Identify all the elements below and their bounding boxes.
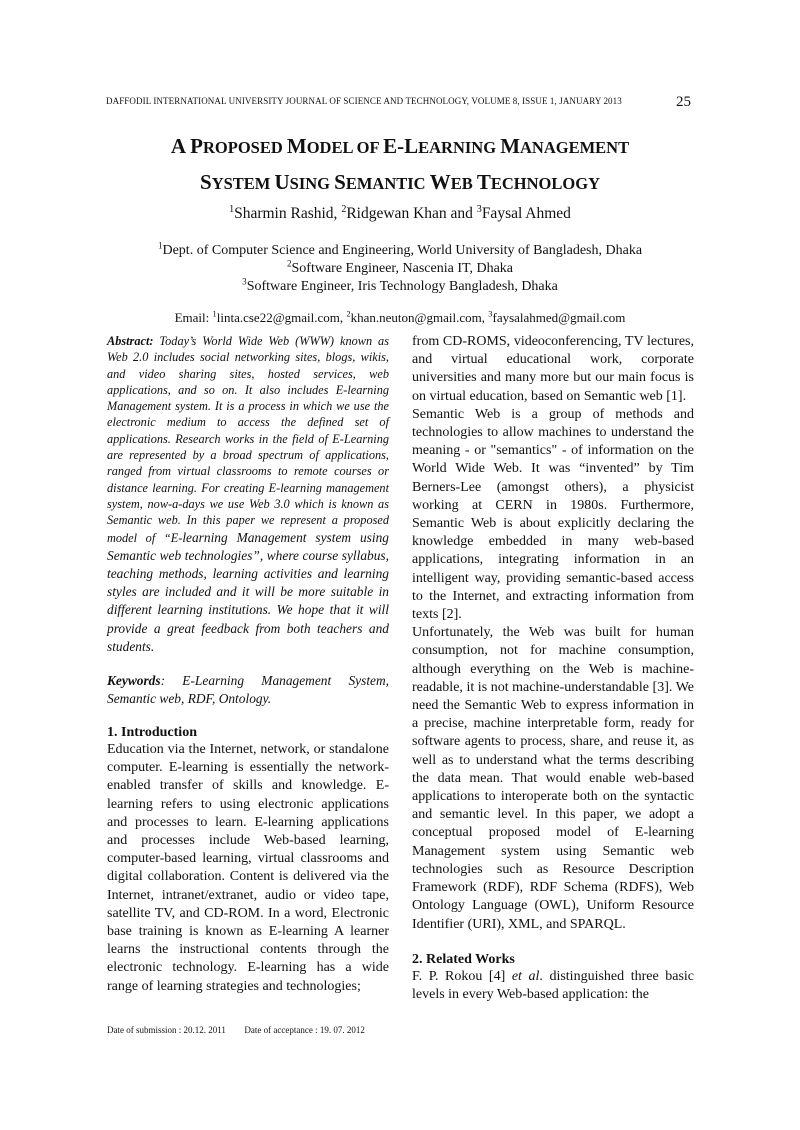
email-2: khan.neuton@gmail.com, [350, 310, 489, 325]
related-works-text [412, 968, 694, 1004]
affiliation-2-text: Software Engineer, Nascenia IT, Dhaka [291, 261, 514, 276]
title-line1-segment: M [500, 134, 521, 158]
title-line2-segment: SING [289, 174, 335, 193]
title-line2-segment: S [200, 170, 212, 194]
footer-dates [107, 1025, 365, 1035]
introduction-heading: 1. Introduction [107, 724, 197, 740]
affiliation-3-text: Software Engineer, Iris Technology Bangladesh, Dhaka [246, 279, 558, 294]
title-line-2 [0, 168, 800, 204]
author-2-sup: 2 [341, 203, 347, 215]
author-list [0, 205, 800, 223]
related-works-heading: 2. Related Works [412, 951, 515, 967]
title-line2-segment: S [334, 170, 346, 194]
author-1-sup: 1 [229, 203, 235, 215]
title-line1-segment: EARNING [418, 138, 501, 157]
title-line1-segment: ANAGEMENT [520, 138, 630, 157]
affiliation-3 [0, 278, 800, 296]
related-works-pre: F. P. Rokou [4] [412, 968, 512, 984]
right-paragraph-3: Unfortunately, the Web was built for human consumption, not for machine consumption, although everything on the Web is machine-readable, it is not machine-understandable [3]. We need the Semantic Web to express information in a precise, machine interpretable form, ready for software agents to process, share, and reuse it, as well as to understand what the terms describing the data mean. That would enable web-based applications to interoperate both on the syntactic and semantic level. In this paper, we adopt a conceptual proposed model of E-learning Management system using Semantic web technologies such as Resource Description Framework (RDF), RDF Schema (RDFS), Web Ontology Language (OWL), Uniform Resource Identifier (URI), XML, and SPARQL. [412, 625, 694, 932]
author-3: Faysal Ahmed [481, 205, 571, 222]
title-line1-segment: M [286, 134, 307, 158]
abstract [107, 333, 389, 656]
title-line2-segment: EB [450, 174, 477, 193]
email-label: Email: [174, 310, 213, 325]
author-2: Ridgewan Khan and [346, 205, 477, 222]
title-line2-segment: EMANTIC [345, 174, 430, 193]
abstract-label: Abstract: [107, 334, 154, 348]
related-works-etal: et al [511, 968, 540, 984]
abstract-text-2: learning Management system using Semantic web technologies”, where course syllabus, teaching methods, learning activities and learning styles are included and it will be more suitable in different learning institutions. We hope that it will provide a great feedback from both teachers and students. [107, 529, 389, 654]
right-paragraph-2: Semantic Web is a group of methods and technologies to allow machines to understand the meaning - or "semantics" - of information on the World Wide Web. It was “invented” by Tim Berners-Lee (amongst others), a physicist working at CERN in 1980s. Furthermore, Semantic Web is about explicitly declaring the knowledge embedded in many web-based applications, integrating information in an intelligent way, providing semantic-based access to the Internet, and extracting information from texts [2]. [412, 406, 694, 623]
affiliation-1-sup: 1 [157, 240, 163, 251]
email-1: linta.cse22@gmail.com, [216, 310, 347, 325]
author-1: Sharmin Rashid, [234, 205, 342, 222]
email-1-sup: 1 [212, 308, 217, 319]
email-3: faysalahmed@gmail.com [492, 310, 626, 325]
affiliations [0, 242, 800, 296]
email-line [0, 310, 800, 326]
title-line2-segment: U [274, 170, 290, 194]
author-3-sup: 3 [476, 203, 482, 215]
related-works-post: . distinguished three basic levels in every Web-based application: the [412, 968, 694, 1002]
paper-title [0, 132, 800, 204]
affiliation-2-sup: 2 [286, 258, 292, 269]
submission-date: Date of submission : 20.12. 2011 [107, 1025, 226, 1035]
keywords-label: Keywords [107, 672, 161, 688]
keywords [107, 672, 389, 708]
title-line2-segment: ECHNOLOGY [490, 174, 600, 193]
email-2-sup: 2 [346, 308, 351, 319]
title-line1-segment: A [170, 134, 191, 158]
title-line2-segment: YSTEM [211, 174, 275, 193]
title-line1-segment: E-L [383, 134, 419, 158]
email-3-sup: 3 [488, 308, 493, 319]
title-line2-segment: W [429, 170, 451, 194]
keywords-text: : E-Learning Management System, Semantic web, RDF, Ontology. [107, 672, 389, 706]
title-line1-segment: ROPOSED [202, 138, 287, 157]
affiliation-1 [0, 242, 800, 260]
affiliation-3-sup: 3 [242, 276, 247, 287]
acceptance-date: Date of acceptance : 19. 07. 2012 [244, 1025, 365, 1035]
title-line1-segment: P [190, 134, 203, 158]
affiliation-2 [0, 260, 800, 278]
right-column [412, 333, 694, 1004]
introduction-text: Education via the Internet, network, or standalone computer. E-learning is essentially the network-enabled transfer of skills and knowledge. E-learning refers to using electronic applications and processes to learn. E-learning applications and processes include Web-based learning, computer-based learning, virtual classrooms and digital collaboration. Content is delivered via the Internet, intranet/extranet, audio or video tape, satellite TV, and CD-ROM. In a word, Electronic base training is known as E-learning A learner learns the instructional contents through the electronic technology. E-learning has a wide range of learning strategies and technologies; [107, 741, 389, 994]
title-line-1 [0, 132, 800, 168]
affiliation-1-text: Dept. of Computer Science and Engineering, World University of Bangladesh, Dhaka [162, 243, 643, 258]
page-number: 25 [676, 94, 691, 110]
running-header: DAFFODIL INTERNATIONAL UNIVERSITY JOURNAL OF SCIENCE AND TECHNOLOGY, VOLUME 8, ISSUE 1, JANUARY 2013 [106, 96, 622, 106]
left-column [107, 333, 389, 996]
abstract-text-1: Today’s World Wide Web (WWW) known as Web 2.0 includes social networking sites, blogs, wikis, and video sharing sites, hosted services, web applications, and so on. It also includes E-learning Management system. It is a process in which we use the electronic medium to access the defined set of applications. Research works in the field of E-Learning are represented by a broad spectrum of applications, ranged from virtual classrooms to remote courses or distance learning. For creating E-learning management system, now-a-days we use Web 3.0 which is known as Semantic web. In this paper we represent a proposed model of “E- [107, 334, 389, 545]
title-line2-segment: T [476, 170, 491, 194]
title-line1-segment: ODEL OF [306, 138, 384, 157]
right-paragraph-1: from CD-ROMS, videoconferencing, TV lectures, and virtual educational work, corporate universities and many more but our main focus is on virtual education, based on Semantic web [1]. [412, 334, 694, 404]
